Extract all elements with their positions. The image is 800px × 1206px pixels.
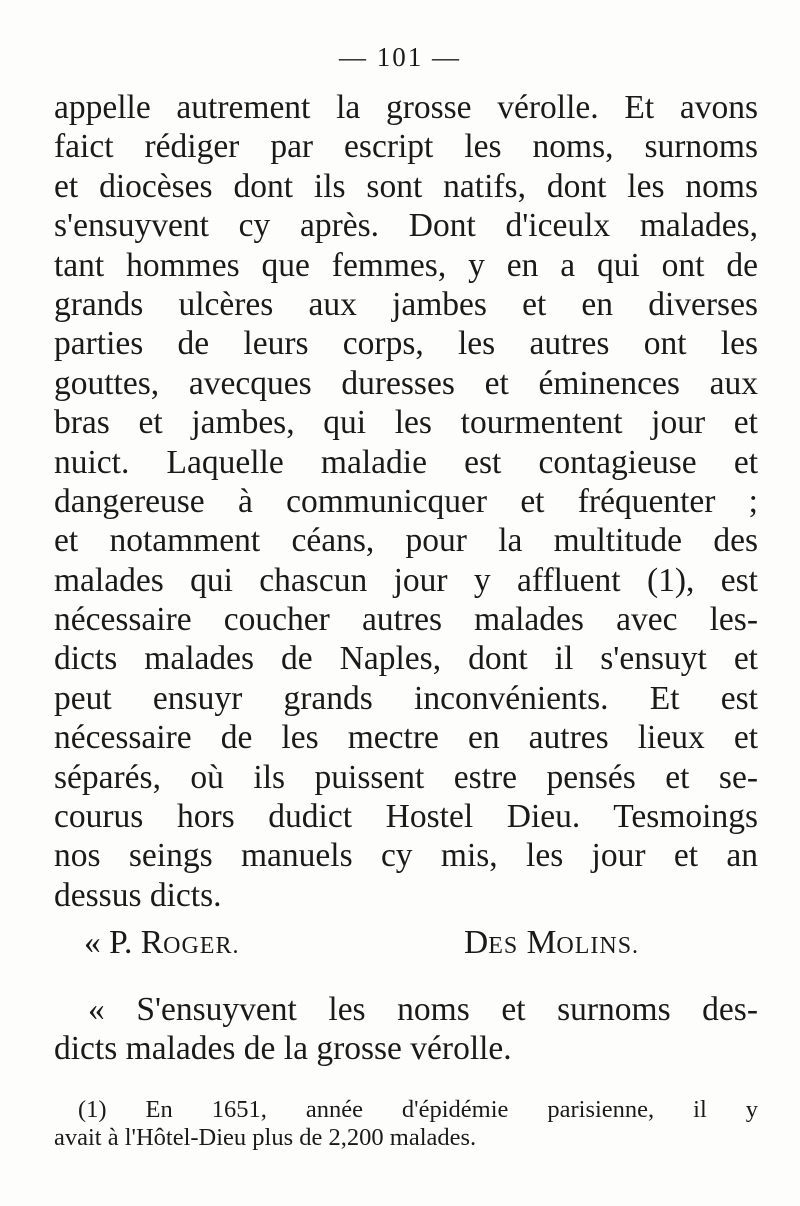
footnote-line: (1) En 1651, année d'épidémie parisienne, il y bbox=[78, 1096, 758, 1123]
text-line: malades qui chascun jour y affluent (1), est bbox=[54, 561, 758, 599]
text-line: nuict. Laquelle maladie est contagieuse et bbox=[54, 443, 758, 481]
text-line: nécessaire coucher autres malades avec les- bbox=[54, 601, 758, 639]
text-line: faict rédiger par escript les noms, surnoms bbox=[54, 128, 758, 166]
signature-molins-initial: M bbox=[518, 924, 557, 961]
text-line: dessus dicts. bbox=[54, 876, 222, 914]
footnote bbox=[54, 1096, 758, 1152]
text-line: dangereuse à communicquer et fréquenter ; bbox=[54, 482, 758, 520]
text-line: séparés, où ils puissent estre pensés et se- bbox=[54, 758, 758, 796]
text-line: parties de leurs corps, les autres ont les bbox=[54, 325, 758, 363]
text-line: gouttes, avecques duresses et éminences aux bbox=[54, 364, 758, 402]
footnote-line: avait à l'Hôtel-Dieu plus de 2,200 malades. bbox=[54, 1124, 477, 1151]
text-line: appelle autrement la grosse vérolle. Et avons bbox=[54, 89, 758, 126]
text-line: courus hors dudict Hostel Dieu. Tesmoings bbox=[54, 798, 758, 836]
signature-roger-initial: « P. R bbox=[84, 924, 164, 961]
text-line: bras et jambes, qui les tourmentent jour et bbox=[54, 404, 758, 442]
text-line: peut ensuyr grands inconvénients. Et est bbox=[54, 679, 758, 717]
main-text bbox=[54, 88, 758, 915]
text-line: nos seings manuels cy mis, les jour et an bbox=[54, 837, 758, 875]
signature-des-initial: D bbox=[464, 924, 489, 961]
text-line: grands ulcères aux jambes et en diverses bbox=[54, 285, 758, 323]
text-line: nécessaire de les mectre en autres lieux et bbox=[54, 719, 758, 757]
page-number: — 101 — bbox=[339, 42, 461, 72]
signature-roger bbox=[84, 924, 239, 962]
signature-des-rest: ES bbox=[488, 933, 519, 959]
text-line: s'ensuyvent cy après. Dont d'iceulx malades, bbox=[54, 207, 758, 245]
signature-des-molins bbox=[464, 924, 639, 962]
text-line: et diocèses dont ils sont natifs, dont les noms bbox=[54, 167, 758, 205]
text-line: dicts malades de la grosse vérolle. bbox=[54, 1030, 512, 1068]
text-line: tant hommes que femmes, y en a qui ont de bbox=[54, 246, 758, 284]
closing-paragraph bbox=[54, 990, 758, 1069]
signature-molins-rest: OLINS. bbox=[556, 933, 640, 959]
signature-roger-rest: OGER. bbox=[163, 933, 240, 959]
text-line: « S'ensuyvent les noms et surnoms des- bbox=[88, 991, 758, 1028]
text-line: et notamment céans, pour la multitude des bbox=[54, 522, 758, 560]
text-line: dicts malades de Naples, dont il s'ensuyt et bbox=[54, 640, 758, 678]
